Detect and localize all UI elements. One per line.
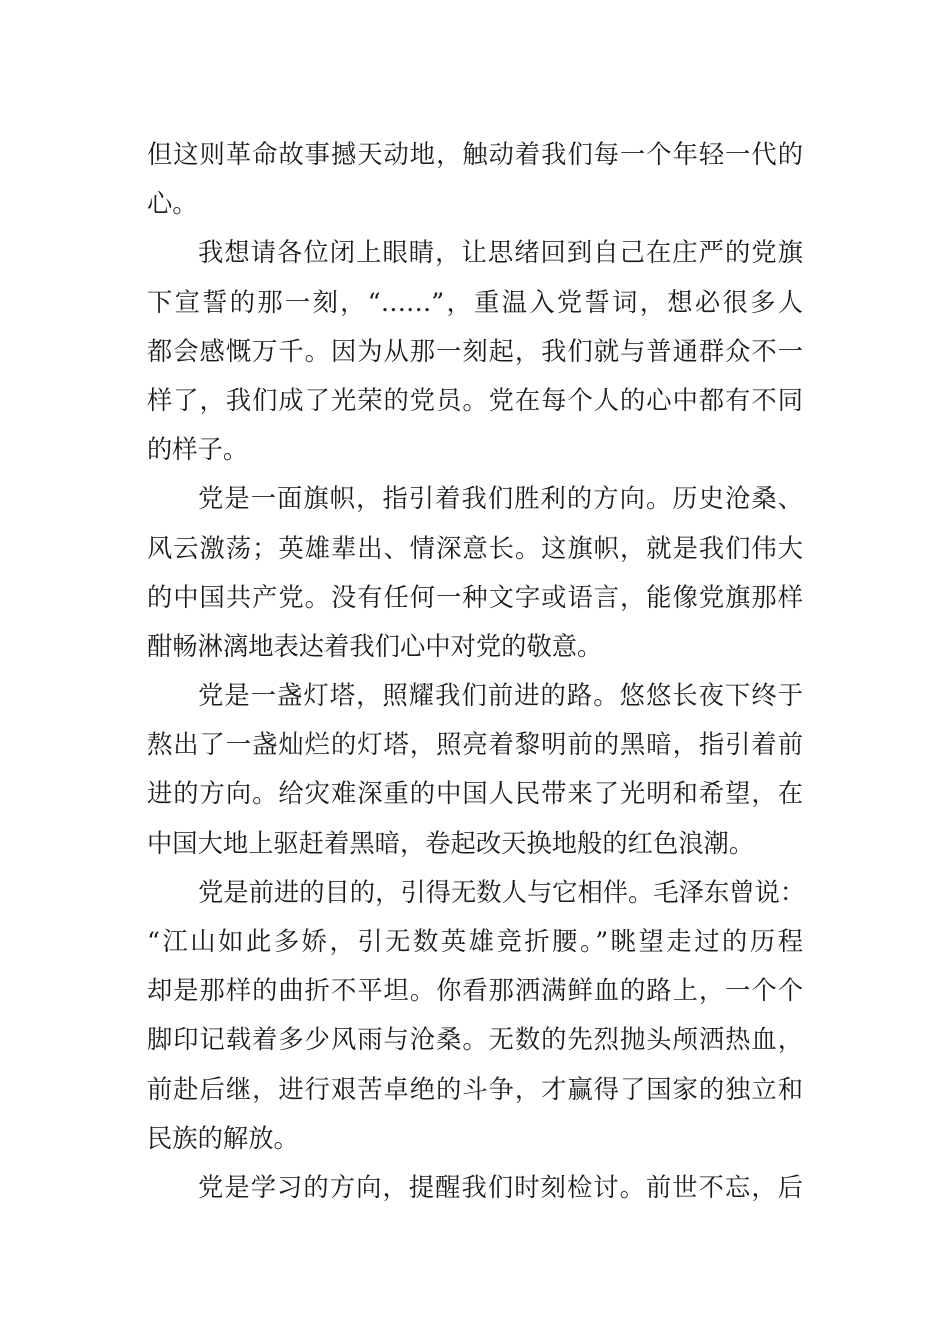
paragraph (147, 130, 803, 228)
text-line: 风云激荡；英雄辈出、情深意长。这旗帜，就是我们伟大 (147, 533, 803, 563)
text-line: 酣畅淋漓地表达着我们心中对党的敬意。 (147, 631, 603, 661)
paragraph (147, 474, 803, 671)
paragraph (147, 868, 806, 1163)
text-line: 党是前进的目的，引得无数人与它相伴。毛泽东曾说： (198, 877, 806, 907)
text-line: 下宣誓的那一刻，“……”，重温入党誓词，想必很多人 (147, 287, 803, 317)
text-line: 党是一面旗帜，指引着我们胜利的方向。历史沧桑、 (198, 484, 803, 514)
text-line: 进的方向。给灾难深重的中国人民带来了光明和希望，在 (147, 779, 803, 809)
body-text (147, 130, 806, 1212)
text-line: 党是一盏灯塔，照耀我们前进的路。悠悠长夜下终于 (198, 681, 803, 711)
text-line: 却是那样的曲折不平坦。你看那洒满鲜血的路上，一个个 (147, 976, 803, 1006)
text-line: 中国大地上驱赶着黑暗，卷起改天换地般的红色浪潮。 (147, 828, 755, 858)
text-line: 熬出了一盏灿烂的灯塔，照亮着黎明前的黑暗，指引着前 (147, 730, 803, 760)
text-line: 的中国共产党。没有任何一种文字或语言，能像党旗那样 (147, 582, 803, 612)
text-line: 民族的解放。 (147, 1123, 299, 1153)
text-line: 的样子。 (147, 435, 249, 465)
paragraph (147, 1163, 803, 1212)
paragraph (147, 228, 803, 474)
text-line: 但这则革命故事撼天动地，触动着我们每一个年轻一代的 (147, 140, 803, 169)
text-line: 都会感慨万千。因为从那一刻起，我们就与普通群众不一 (147, 336, 803, 366)
paragraph (147, 671, 803, 868)
text-line: “江山如此多娇，引无数英雄竞折腰。”眺望走过的历程 (147, 927, 803, 956)
text-line: 心。 (147, 189, 198, 219)
text-line: 前赴后继，进行艰苦卓绝的斗争，才赢得了国家的独立和 (147, 1074, 803, 1104)
text-line: 党是学习的方向，提醒我们时刻检讨。前世不忘，后 (198, 1172, 803, 1202)
text-line: 脚印记载着多少风雨与沧桑。无数的先烈抛头颅洒热血， (147, 1025, 803, 1055)
text-line: 我想请各位闭上眼睛，让思绪回到自己在庄严的党旗 (198, 238, 803, 268)
text-line: 样了，我们成了光荣的党员。党在每个人的心中都有不同 (147, 385, 803, 415)
